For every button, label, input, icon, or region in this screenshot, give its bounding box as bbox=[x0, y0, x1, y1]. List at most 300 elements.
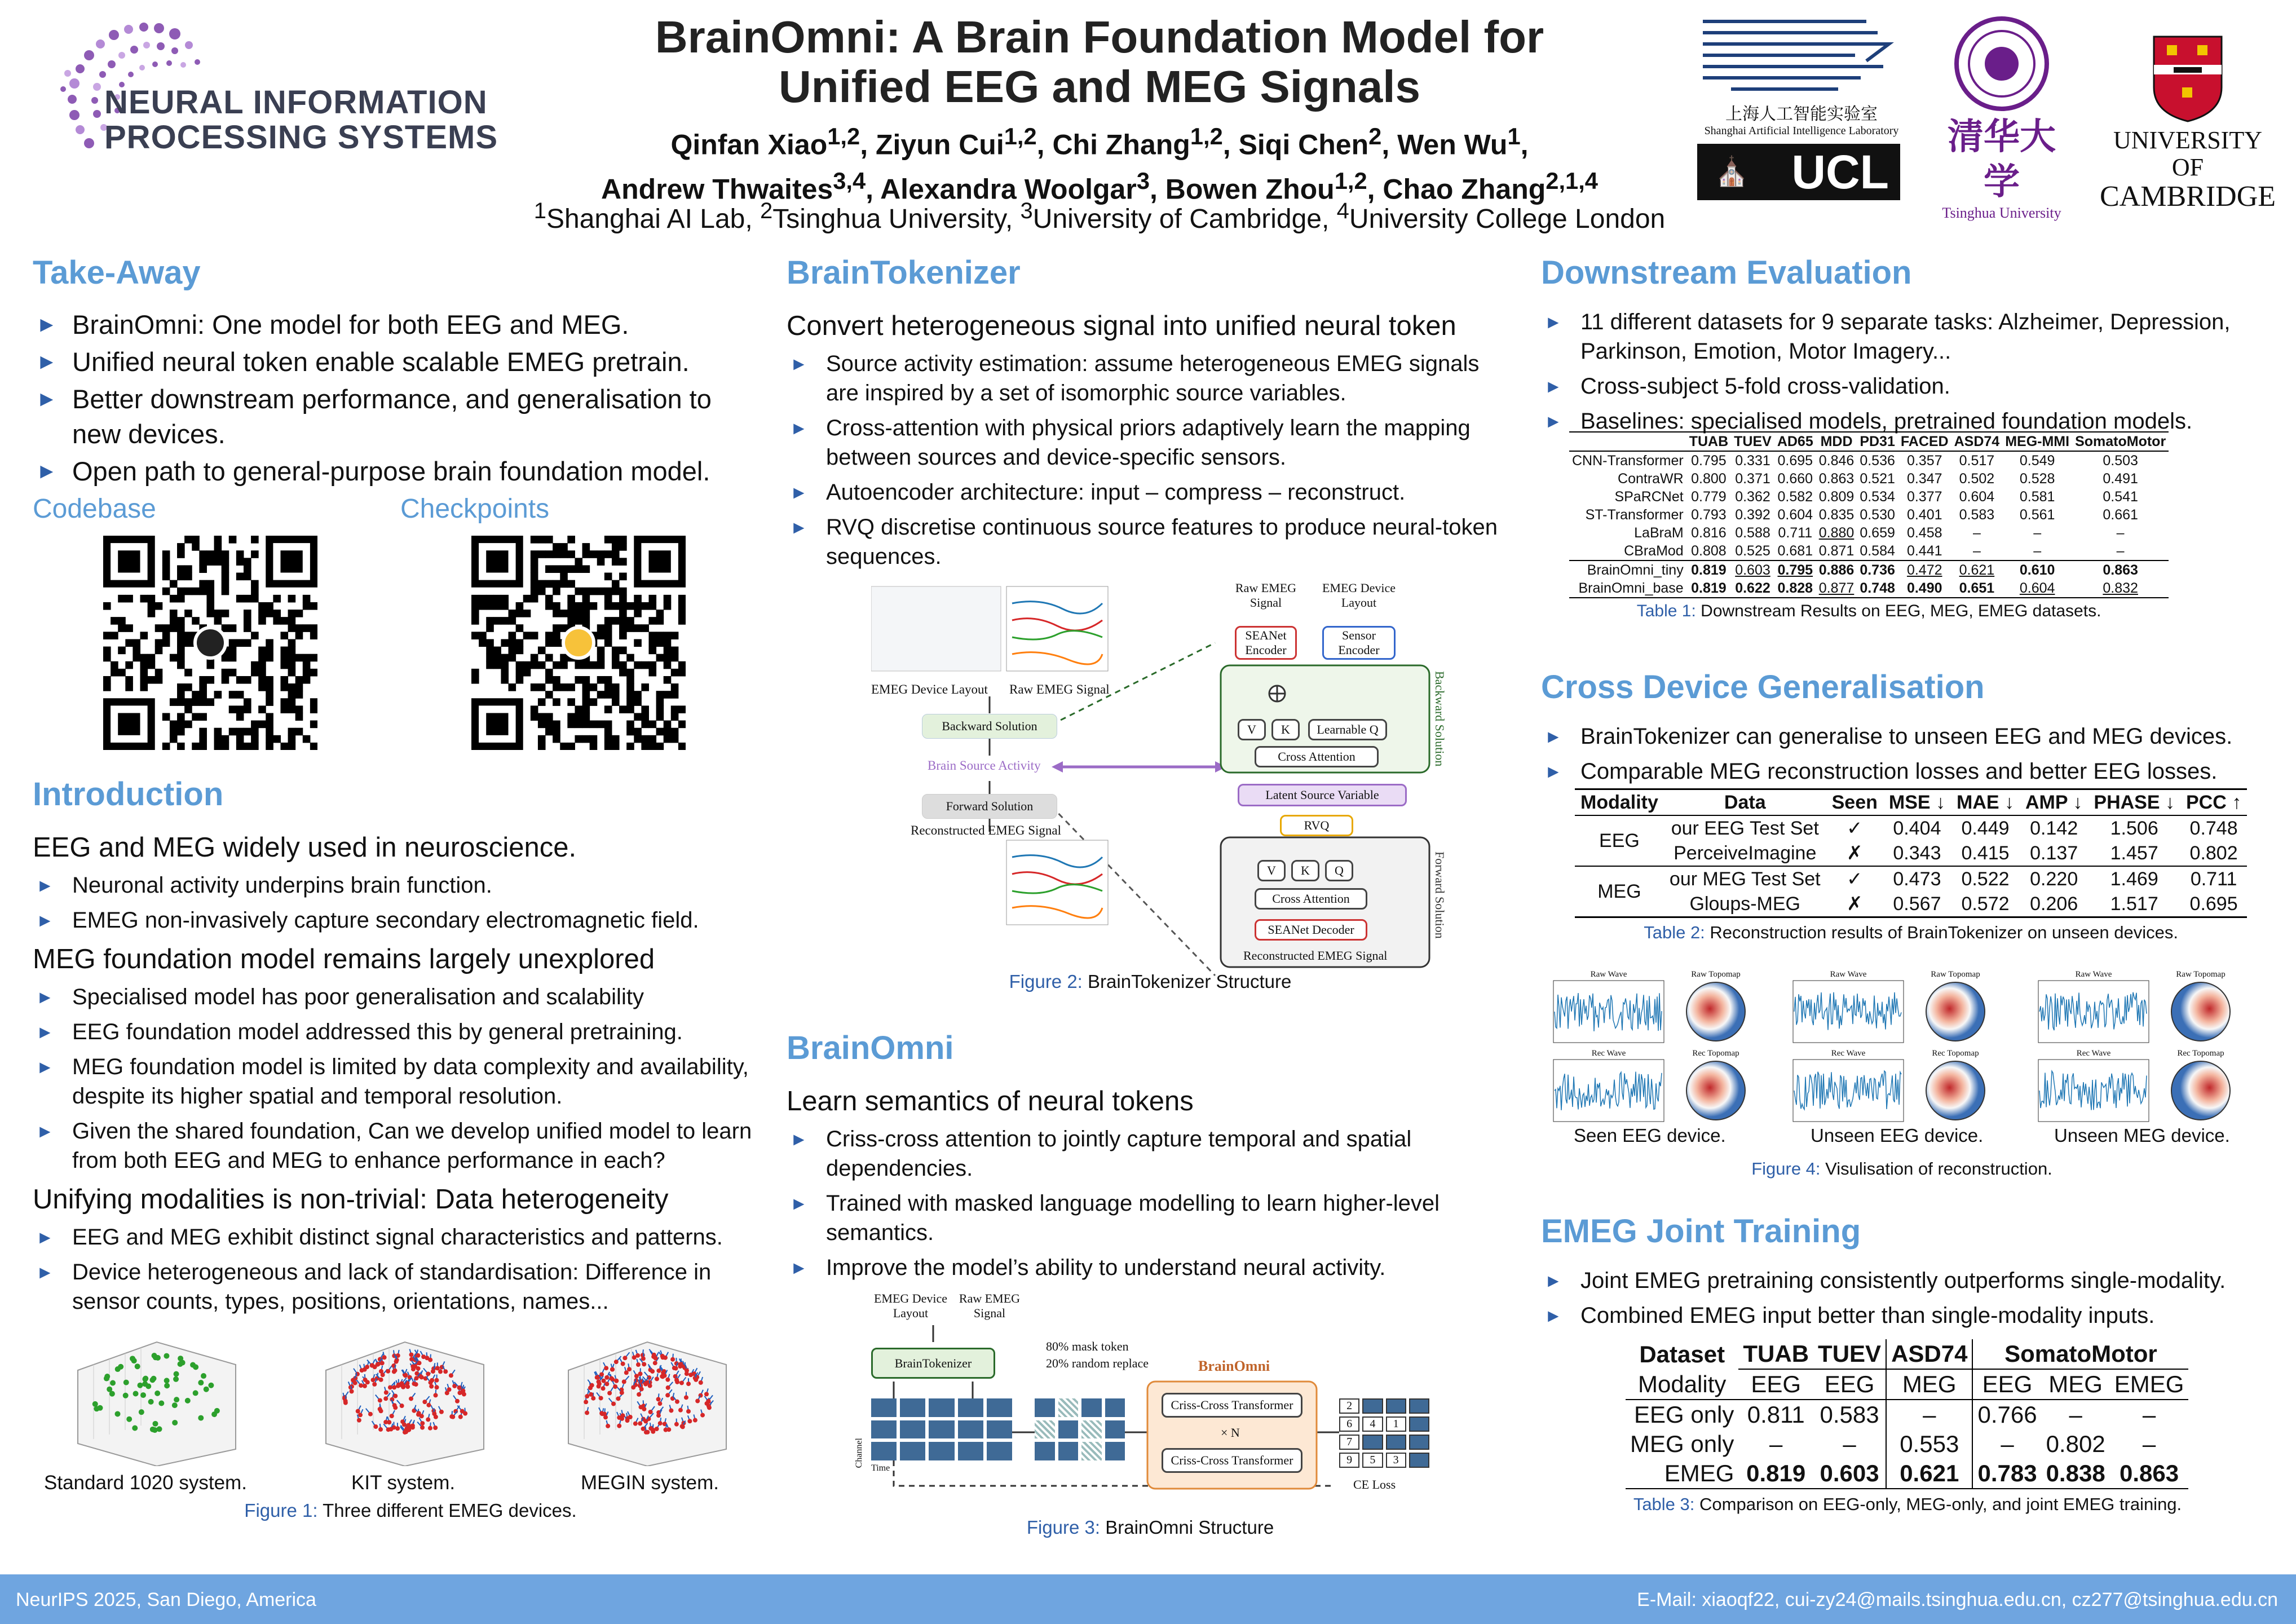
qr-module bbox=[295, 610, 303, 617]
qr-module bbox=[553, 683, 560, 691]
qr-module bbox=[612, 543, 620, 551]
qr-module bbox=[545, 565, 553, 573]
qr-module bbox=[155, 624, 163, 632]
table-cell: 0.695 bbox=[2189, 893, 2238, 915]
qr-module bbox=[162, 588, 170, 595]
table-2-header-cell: Data bbox=[1724, 792, 1766, 813]
qr-module bbox=[184, 632, 192, 639]
list-item: ► Comparable MEG reconstruction losses and better EEG losses. bbox=[1541, 757, 2274, 786]
sensor-point bbox=[455, 1399, 460, 1404]
qr-module bbox=[244, 705, 251, 713]
qr-module bbox=[575, 602, 582, 610]
qr-module bbox=[236, 676, 244, 684]
sensor-point bbox=[208, 1383, 214, 1388]
qr-module bbox=[671, 705, 679, 713]
qr-module bbox=[582, 588, 590, 595]
table-row bbox=[1569, 470, 2169, 488]
table-cell: 0.819 bbox=[1691, 580, 1727, 596]
qr-module bbox=[471, 632, 479, 639]
qr-module bbox=[266, 602, 273, 610]
sensor-point bbox=[150, 1427, 156, 1432]
qr-module bbox=[582, 550, 590, 558]
figure-3-diagram bbox=[854, 1291, 1480, 1506]
table-cell: CBraMod bbox=[1624, 543, 1684, 559]
qr-module bbox=[222, 558, 229, 566]
table-cell: 0.491 bbox=[2103, 471, 2138, 487]
qr-module bbox=[177, 565, 185, 573]
fig2-backward-side: Backward Solution bbox=[1433, 671, 1447, 767]
table-cell: CNN-Transformer bbox=[1572, 453, 1684, 469]
qr-module bbox=[619, 632, 627, 639]
sensor-point bbox=[641, 1356, 646, 1361]
qr-module bbox=[509, 647, 516, 655]
qr-module bbox=[486, 661, 494, 669]
qr-module bbox=[288, 669, 296, 677]
figure-1-caption bbox=[44, 1500, 777, 1521]
qr-module bbox=[531, 661, 538, 669]
qr-module bbox=[560, 683, 568, 691]
qr-module bbox=[619, 617, 627, 625]
qr-module bbox=[597, 721, 605, 729]
sensor-point bbox=[432, 1411, 436, 1416]
sensor-point bbox=[599, 1396, 603, 1400]
table-1-header-cell: AD65 bbox=[1777, 434, 1813, 449]
qr-module bbox=[516, 602, 524, 610]
table-row bbox=[1626, 1400, 2188, 1429]
wave-plot bbox=[2037, 970, 2150, 1046]
qr-module bbox=[671, 647, 679, 655]
qr-module bbox=[538, 661, 546, 669]
qr-module bbox=[199, 558, 207, 566]
shanghai-ai-lab-en: Shanghai Artificial Intelligence Laboratory bbox=[1704, 125, 1899, 137]
figure-1-3d-plots bbox=[44, 1331, 777, 1466]
output-token: 7 bbox=[1339, 1435, 1359, 1450]
qr-module bbox=[545, 654, 553, 662]
table-cell: 0.584 bbox=[1860, 543, 1895, 559]
qr-module bbox=[295, 683, 303, 691]
qr-module bbox=[140, 632, 148, 639]
sensor-point bbox=[371, 1378, 376, 1382]
qr-module bbox=[177, 683, 185, 691]
table-cell: 1.469 bbox=[2110, 868, 2158, 890]
qr-module bbox=[545, 536, 553, 544]
table-cell: 0.530 bbox=[1860, 507, 1895, 523]
sensor-point bbox=[435, 1385, 439, 1389]
qr-module bbox=[244, 595, 251, 603]
wave-svg bbox=[2037, 1058, 2150, 1123]
fig4-label-seen-eeg: Seen EEG device. bbox=[1574, 1125, 1726, 1146]
qr-module bbox=[612, 691, 620, 699]
qr-module bbox=[656, 743, 664, 750]
qr-module bbox=[590, 661, 598, 669]
table-3-grid bbox=[1626, 1339, 2188, 1489]
plot-label: Rec Topomap bbox=[1932, 1049, 1979, 1058]
qr-module bbox=[199, 691, 207, 699]
sensor-point bbox=[433, 1426, 438, 1430]
qr-module bbox=[111, 617, 118, 625]
qr-module bbox=[597, 647, 605, 655]
table-1-header-cell: MDD bbox=[1820, 434, 1853, 449]
fig2-device-layout-label: EMEG Device Layout bbox=[871, 682, 988, 696]
qr-module bbox=[575, 617, 582, 625]
sensor-point bbox=[110, 1380, 116, 1385]
list-item: ► EEG foundation model addressed this by general pretraining. bbox=[33, 1017, 766, 1047]
t2-num: Table 2: bbox=[1644, 923, 1705, 942]
qr-module bbox=[199, 735, 207, 743]
plot-label: Rec Wave bbox=[2076, 1049, 2111, 1058]
table-cell: 0.711 bbox=[2190, 868, 2237, 890]
qr-module bbox=[125, 639, 133, 647]
fig3-criss-cross-1: Criss-Cross Transformer bbox=[1162, 1393, 1302, 1418]
sensor-point bbox=[387, 1420, 391, 1424]
sensor-point bbox=[665, 1393, 670, 1397]
qr-module bbox=[258, 669, 266, 677]
table-cell: – bbox=[2033, 543, 2042, 559]
qr-module bbox=[280, 661, 288, 669]
qr-module bbox=[214, 610, 222, 617]
qr-module bbox=[155, 639, 163, 647]
sensor-point bbox=[657, 1401, 662, 1406]
qr-module bbox=[619, 647, 627, 655]
qr-module bbox=[553, 639, 560, 647]
sensor-point bbox=[655, 1427, 659, 1431]
qr-module bbox=[597, 632, 605, 639]
crossdevice-list bbox=[1541, 722, 2274, 786]
sensor-point bbox=[405, 1426, 409, 1431]
sensor-point bbox=[384, 1390, 388, 1394]
table-cell: 1.457 bbox=[2110, 842, 2158, 864]
sensor-point bbox=[643, 1419, 648, 1424]
fig2-rvq: RVQ bbox=[1280, 815, 1353, 836]
qr-module bbox=[553, 661, 560, 669]
qr-module bbox=[545, 632, 553, 639]
qr-module bbox=[567, 713, 575, 721]
qr-module bbox=[229, 654, 237, 662]
qr-module bbox=[471, 595, 479, 603]
qr-module bbox=[671, 669, 679, 677]
list-item: ► Cross-subject 5-fold cross-validation. bbox=[1541, 372, 2274, 401]
qr-module bbox=[567, 683, 575, 691]
qr-finder bbox=[118, 713, 140, 735]
qr-module bbox=[560, 550, 568, 558]
fig4-num: Figure 4: bbox=[1751, 1159, 1821, 1179]
qr-module bbox=[567, 595, 575, 603]
output-token bbox=[1362, 1398, 1383, 1414]
figure-4-caption bbox=[1541, 1159, 2263, 1179]
qr-module bbox=[678, 721, 686, 729]
qr-module bbox=[111, 669, 118, 677]
qr-module bbox=[671, 713, 679, 721]
qr-module bbox=[619, 573, 627, 581]
table-2-header-cell: PHASE ↓ bbox=[2094, 792, 2175, 813]
codebase-qr-code[interactable] bbox=[103, 536, 317, 750]
topomap-plot bbox=[2158, 1049, 2243, 1125]
sensor-point bbox=[395, 1426, 400, 1431]
qr-module bbox=[612, 617, 620, 625]
list-item: ► Source activity estimation: assume heterogeneous EMEG signals are inspired by a set of isomorphic source variables. bbox=[787, 349, 1514, 408]
qr-module bbox=[567, 721, 575, 729]
sensor-point bbox=[409, 1396, 413, 1401]
qr-module bbox=[295, 691, 303, 699]
table-cell: 0.220 bbox=[2030, 868, 2078, 890]
fig1-label-megin: MEGIN system. bbox=[581, 1472, 719, 1494]
list-item: ► MEG foundation model is limited by data complexity and availability, despite its higher spatial and temporal resolution. bbox=[33, 1052, 766, 1111]
qr-module bbox=[236, 728, 244, 736]
topomap-plot bbox=[2158, 970, 2243, 1046]
sensor-point bbox=[624, 1370, 629, 1375]
table-cell: our EEG Test Set bbox=[1671, 818, 1819, 839]
qr-module bbox=[222, 550, 229, 558]
qr-module bbox=[664, 639, 672, 647]
sensor-point bbox=[655, 1376, 659, 1381]
table-cell: 0.871 bbox=[1818, 543, 1855, 559]
qr-module bbox=[295, 728, 303, 736]
plot-label: Raw Wave bbox=[1590, 970, 1627, 979]
qr-module bbox=[612, 602, 620, 610]
fig2-cross-attention-1: Cross Attention bbox=[1255, 746, 1379, 767]
table-3-header-cell: Dataset bbox=[1639, 1340, 1725, 1367]
t2-cap-text: Reconstruction results of BrainTokenizer on unseen devices. bbox=[1710, 923, 2178, 942]
qr-module bbox=[199, 676, 207, 684]
sensor-point bbox=[426, 1417, 430, 1422]
sensor-point bbox=[392, 1385, 396, 1389]
qr-module bbox=[509, 632, 516, 639]
qr-module bbox=[266, 610, 273, 617]
output-token: 1 bbox=[1386, 1416, 1406, 1432]
qr-module bbox=[523, 610, 531, 617]
sensor-point bbox=[422, 1400, 427, 1404]
qr-module bbox=[567, 550, 575, 558]
qr-module bbox=[619, 610, 627, 617]
qr-module bbox=[545, 595, 553, 603]
qr-module bbox=[192, 588, 200, 595]
qr-module bbox=[148, 602, 156, 610]
qr-module bbox=[626, 705, 634, 713]
qr-module bbox=[582, 721, 590, 729]
qr-module bbox=[641, 713, 649, 721]
output-token: 6 bbox=[1339, 1416, 1359, 1432]
table-cell: 0.522 bbox=[1961, 868, 2010, 890]
table-1-header-cell: FACED bbox=[1900, 434, 1949, 449]
qr-module bbox=[222, 573, 229, 581]
table-cell: 0.863 bbox=[2119, 1460, 2179, 1486]
list-item: ► Cross-attention with physical priors adaptively learn the mapping between sources and device-specific sensors. bbox=[787, 413, 1514, 472]
braintokenizer-heading: BrainTokenizer bbox=[787, 254, 1021, 291]
neurips-logo-line1: NEURAL INFORMATION bbox=[104, 84, 488, 121]
sensor-point bbox=[652, 1353, 656, 1357]
list-item: ► Trained with masked language modelling to learn higher-level semantics. bbox=[787, 1189, 1514, 1247]
qr-module bbox=[567, 580, 575, 588]
qr-module bbox=[516, 661, 524, 669]
qr-module bbox=[619, 558, 627, 566]
qr-module bbox=[567, 565, 575, 573]
qr-module bbox=[177, 721, 185, 729]
qr-module bbox=[288, 683, 296, 691]
fig3-num: Figure 3: bbox=[1026, 1517, 1101, 1538]
topomap-head bbox=[2171, 1061, 2230, 1120]
list-item: ► Joint EMEG pretraining consistently outperforms single-modality. bbox=[1541, 1266, 2274, 1295]
qr-module bbox=[251, 661, 259, 669]
sensor-point bbox=[625, 1418, 630, 1423]
qr-module bbox=[199, 743, 207, 750]
qr-module bbox=[288, 728, 296, 736]
table-cell: 0.401 bbox=[1906, 507, 1942, 523]
sensor-point bbox=[585, 1410, 589, 1415]
table-row bbox=[1569, 561, 2169, 579]
table-cell: 0.142 bbox=[2030, 818, 2078, 839]
qr-module bbox=[199, 728, 207, 736]
sensor-point bbox=[614, 1360, 619, 1364]
sensor-point bbox=[109, 1391, 115, 1397]
list-item: ► Autoencoder architecture: input – compress – reconstruct. bbox=[787, 478, 1514, 507]
sensor-point bbox=[386, 1369, 390, 1374]
title-line-1: BrainOmni: A Brain Foundation Model for bbox=[655, 12, 1544, 62]
qr-module bbox=[664, 676, 672, 684]
qr-module bbox=[678, 661, 686, 669]
sensor-point bbox=[149, 1377, 155, 1383]
intro-lead-3: Unifying modalities is non-trivial: Data heterogeneity bbox=[33, 1184, 669, 1215]
table-cell: 0.583 bbox=[1820, 1401, 1879, 1428]
qr-module bbox=[567, 610, 575, 617]
qr-module bbox=[251, 735, 259, 743]
plot-label: Raw Topomap bbox=[1931, 970, 1980, 979]
sensor-point bbox=[343, 1399, 348, 1404]
sensor-point bbox=[616, 1396, 620, 1401]
table-cell: SPaRCNet bbox=[1614, 489, 1684, 505]
qr-module bbox=[266, 676, 273, 684]
sensor-point bbox=[173, 1376, 179, 1382]
output-token bbox=[1362, 1435, 1383, 1450]
qr-module bbox=[266, 647, 273, 655]
sensor-point bbox=[610, 1367, 615, 1372]
qr-module bbox=[604, 536, 612, 544]
braintokenizer-lead: Convert heterogeneous signal into unified neural token bbox=[787, 311, 1456, 341]
table-cell: – bbox=[2033, 525, 2042, 541]
ucl-logo-text: UCL bbox=[1791, 145, 1889, 198]
table-cell: 0.802 bbox=[2189, 842, 2238, 864]
qr-module bbox=[288, 639, 296, 647]
sensor-point bbox=[658, 1421, 663, 1426]
fig3-time-axis: Time bbox=[871, 1463, 890, 1473]
sensor-point bbox=[636, 1362, 641, 1367]
sensor-point bbox=[402, 1422, 407, 1427]
sensor-point bbox=[426, 1403, 431, 1407]
table-2-header bbox=[1575, 789, 2247, 816]
qr-module bbox=[582, 705, 590, 713]
qr-module bbox=[192, 691, 200, 699]
list-item: ► EMEG non-invasively capture secondary electromagnetic field. bbox=[33, 906, 766, 935]
sensor-point bbox=[94, 1406, 99, 1411]
sensor-point bbox=[628, 1415, 633, 1419]
output-token bbox=[1409, 1416, 1429, 1432]
topomap-svg bbox=[1913, 1058, 1998, 1123]
fig3-ce-loss: CE Loss bbox=[1353, 1477, 1396, 1491]
sensor-point bbox=[414, 1382, 418, 1387]
wave-plot bbox=[1552, 1049, 1665, 1125]
qr-module bbox=[567, 602, 575, 610]
checkpoints-qr-code[interactable] bbox=[471, 536, 686, 750]
qr-module bbox=[258, 683, 266, 691]
table-3 bbox=[1626, 1339, 2188, 1489]
qr-module bbox=[103, 602, 111, 610]
qr-module bbox=[170, 698, 178, 706]
sensor-point bbox=[642, 1407, 646, 1411]
qr-module bbox=[641, 661, 649, 669]
topomap-plot bbox=[1674, 970, 1758, 1046]
table-cell: – bbox=[1843, 1431, 1856, 1457]
qr-module bbox=[560, 610, 568, 617]
sensor-point bbox=[360, 1368, 364, 1373]
section-joint bbox=[1541, 1212, 2274, 1336]
qr-module bbox=[118, 669, 126, 677]
table-cell: 0.832 bbox=[2103, 580, 2138, 596]
table-2-header-cell: Seen bbox=[1831, 792, 1878, 813]
sensor-point bbox=[617, 1415, 621, 1420]
qr-module bbox=[575, 676, 582, 684]
qr-module bbox=[303, 624, 311, 632]
sensor-point bbox=[363, 1384, 367, 1388]
takeaway-list bbox=[33, 307, 766, 489]
qr-module bbox=[656, 705, 664, 713]
qr-module bbox=[184, 573, 192, 581]
plot-label: Rec Topomap bbox=[1692, 1049, 1739, 1058]
qr-finder bbox=[648, 550, 670, 572]
qr-module bbox=[664, 647, 672, 655]
table-cell: 0.811 bbox=[1747, 1401, 1805, 1428]
wave-plot bbox=[1552, 970, 1665, 1046]
qr-module bbox=[582, 683, 590, 691]
qr-module bbox=[553, 580, 560, 588]
table-cell: 0.736 bbox=[1860, 562, 1895, 578]
qr-module bbox=[222, 565, 229, 573]
qr-module bbox=[251, 588, 259, 595]
figure-1-device-plots bbox=[44, 1331, 777, 1521]
table-row bbox=[1569, 579, 2169, 598]
qr-module bbox=[575, 588, 582, 595]
qr-module bbox=[177, 661, 185, 669]
sensor-point bbox=[131, 1358, 137, 1363]
qr-module bbox=[590, 588, 598, 595]
sensor-point bbox=[595, 1375, 599, 1380]
qr-module bbox=[236, 735, 244, 743]
sensor-point bbox=[648, 1426, 653, 1431]
fig2-emeg-device-label: EMEG Device Layout bbox=[1322, 581, 1396, 610]
qr-module bbox=[545, 669, 553, 677]
sensor-point bbox=[431, 1369, 435, 1374]
fig2-k-box-2: K bbox=[1291, 860, 1319, 881]
table-cell: – bbox=[2069, 1401, 2082, 1428]
qr-module bbox=[626, 698, 634, 706]
sensor-point bbox=[357, 1418, 361, 1423]
sensor-point bbox=[611, 1402, 616, 1406]
qr-module bbox=[192, 698, 200, 706]
qr-module bbox=[295, 713, 303, 721]
qr-module bbox=[471, 617, 479, 625]
qr-module bbox=[626, 728, 634, 736]
qr-module bbox=[553, 543, 560, 551]
sensor-point bbox=[104, 1374, 110, 1379]
table-cell: ✓ bbox=[1846, 818, 1863, 839]
qr-module bbox=[664, 632, 672, 639]
fig2-cross-attention-2: Cross Attention bbox=[1255, 888, 1367, 910]
table-cell: 0.472 bbox=[1906, 562, 1942, 578]
qr-module bbox=[634, 713, 642, 721]
qr-module bbox=[192, 713, 200, 721]
fig3-criss-cross-2: Criss-Cross Transformer bbox=[1162, 1448, 1302, 1473]
qr-module bbox=[493, 654, 501, 662]
qr-module bbox=[604, 617, 612, 625]
qr-module bbox=[471, 669, 479, 677]
